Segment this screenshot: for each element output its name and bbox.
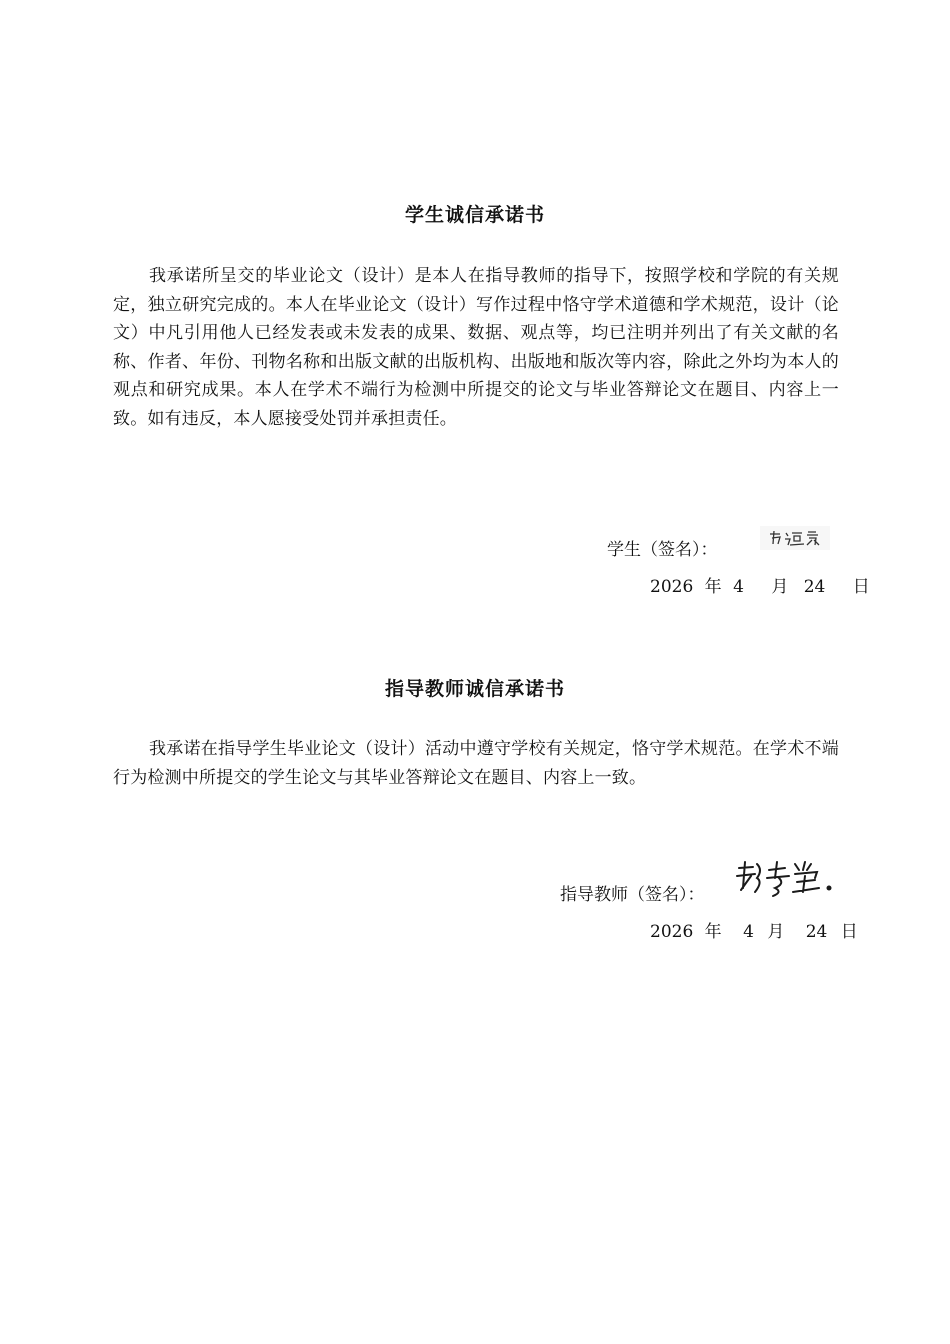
student-date-day: 24 (803, 577, 826, 597)
student-date (650, 572, 870, 597)
student-date-year-unit: 年 (704, 577, 722, 597)
teacher-date-year-unit: 年 (704, 922, 722, 942)
teacher-pledge-title: 指导教师诚信承诺书 (384, 678, 565, 700)
teacher-signature-label: 指导教师（签名）： (560, 885, 705, 905)
teacher-date-month: 4 (743, 922, 754, 942)
teacher-date-month-unit: 月 (767, 922, 785, 942)
teacher-date-year: 2026 (650, 922, 694, 942)
student-date-month: 4 (733, 577, 744, 597)
student-pledge-body: 我承诺所呈交的毕业论文（设计）是本人在指导教师的指导下，按照学校和学院的有关规定，独立研究完成的。本人在毕业论文（设计）写作过程中恪守学术道德和学术规范，设计（论文）中凡引用他人已经发表或未发表的成果、数据、观点等，均已注明并列出了有关文献的名称、作者、年份、刊物名称和出版文献的出版机构、出版地和版次等内容，除此之外均为本人的观点和研究成果。本人在学术不端行为检测中所提交的论文与毕业答辩论文在题目、内容上一致。如有违反，本人愿接受处罚并承担责任。 (113, 266, 839, 429)
teacher-date-day: 24 (805, 922, 828, 942)
student-date-year: 2026 (650, 577, 694, 597)
student-signature-image (760, 526, 830, 550)
teacher-date-day-unit: 日 (840, 922, 858, 942)
teacher-date (650, 917, 858, 942)
student-date-day-unit: 日 (852, 577, 870, 597)
student-pledge-title: 学生诚信承诺书 (404, 204, 545, 226)
teacher-pledge-body: 我承诺在指导学生毕业论文（设计）活动中遵守学校有关规定，恪守学术规范。在学术不端行为检测中所提交的学生论文与其毕业答辩论文在题目、内容上一致。 (113, 739, 839, 788)
teacher-signature-image (733, 858, 837, 900)
student-date-month-unit: 月 (771, 577, 789, 597)
student-signature-label: 学生（签名）： (607, 540, 718, 560)
